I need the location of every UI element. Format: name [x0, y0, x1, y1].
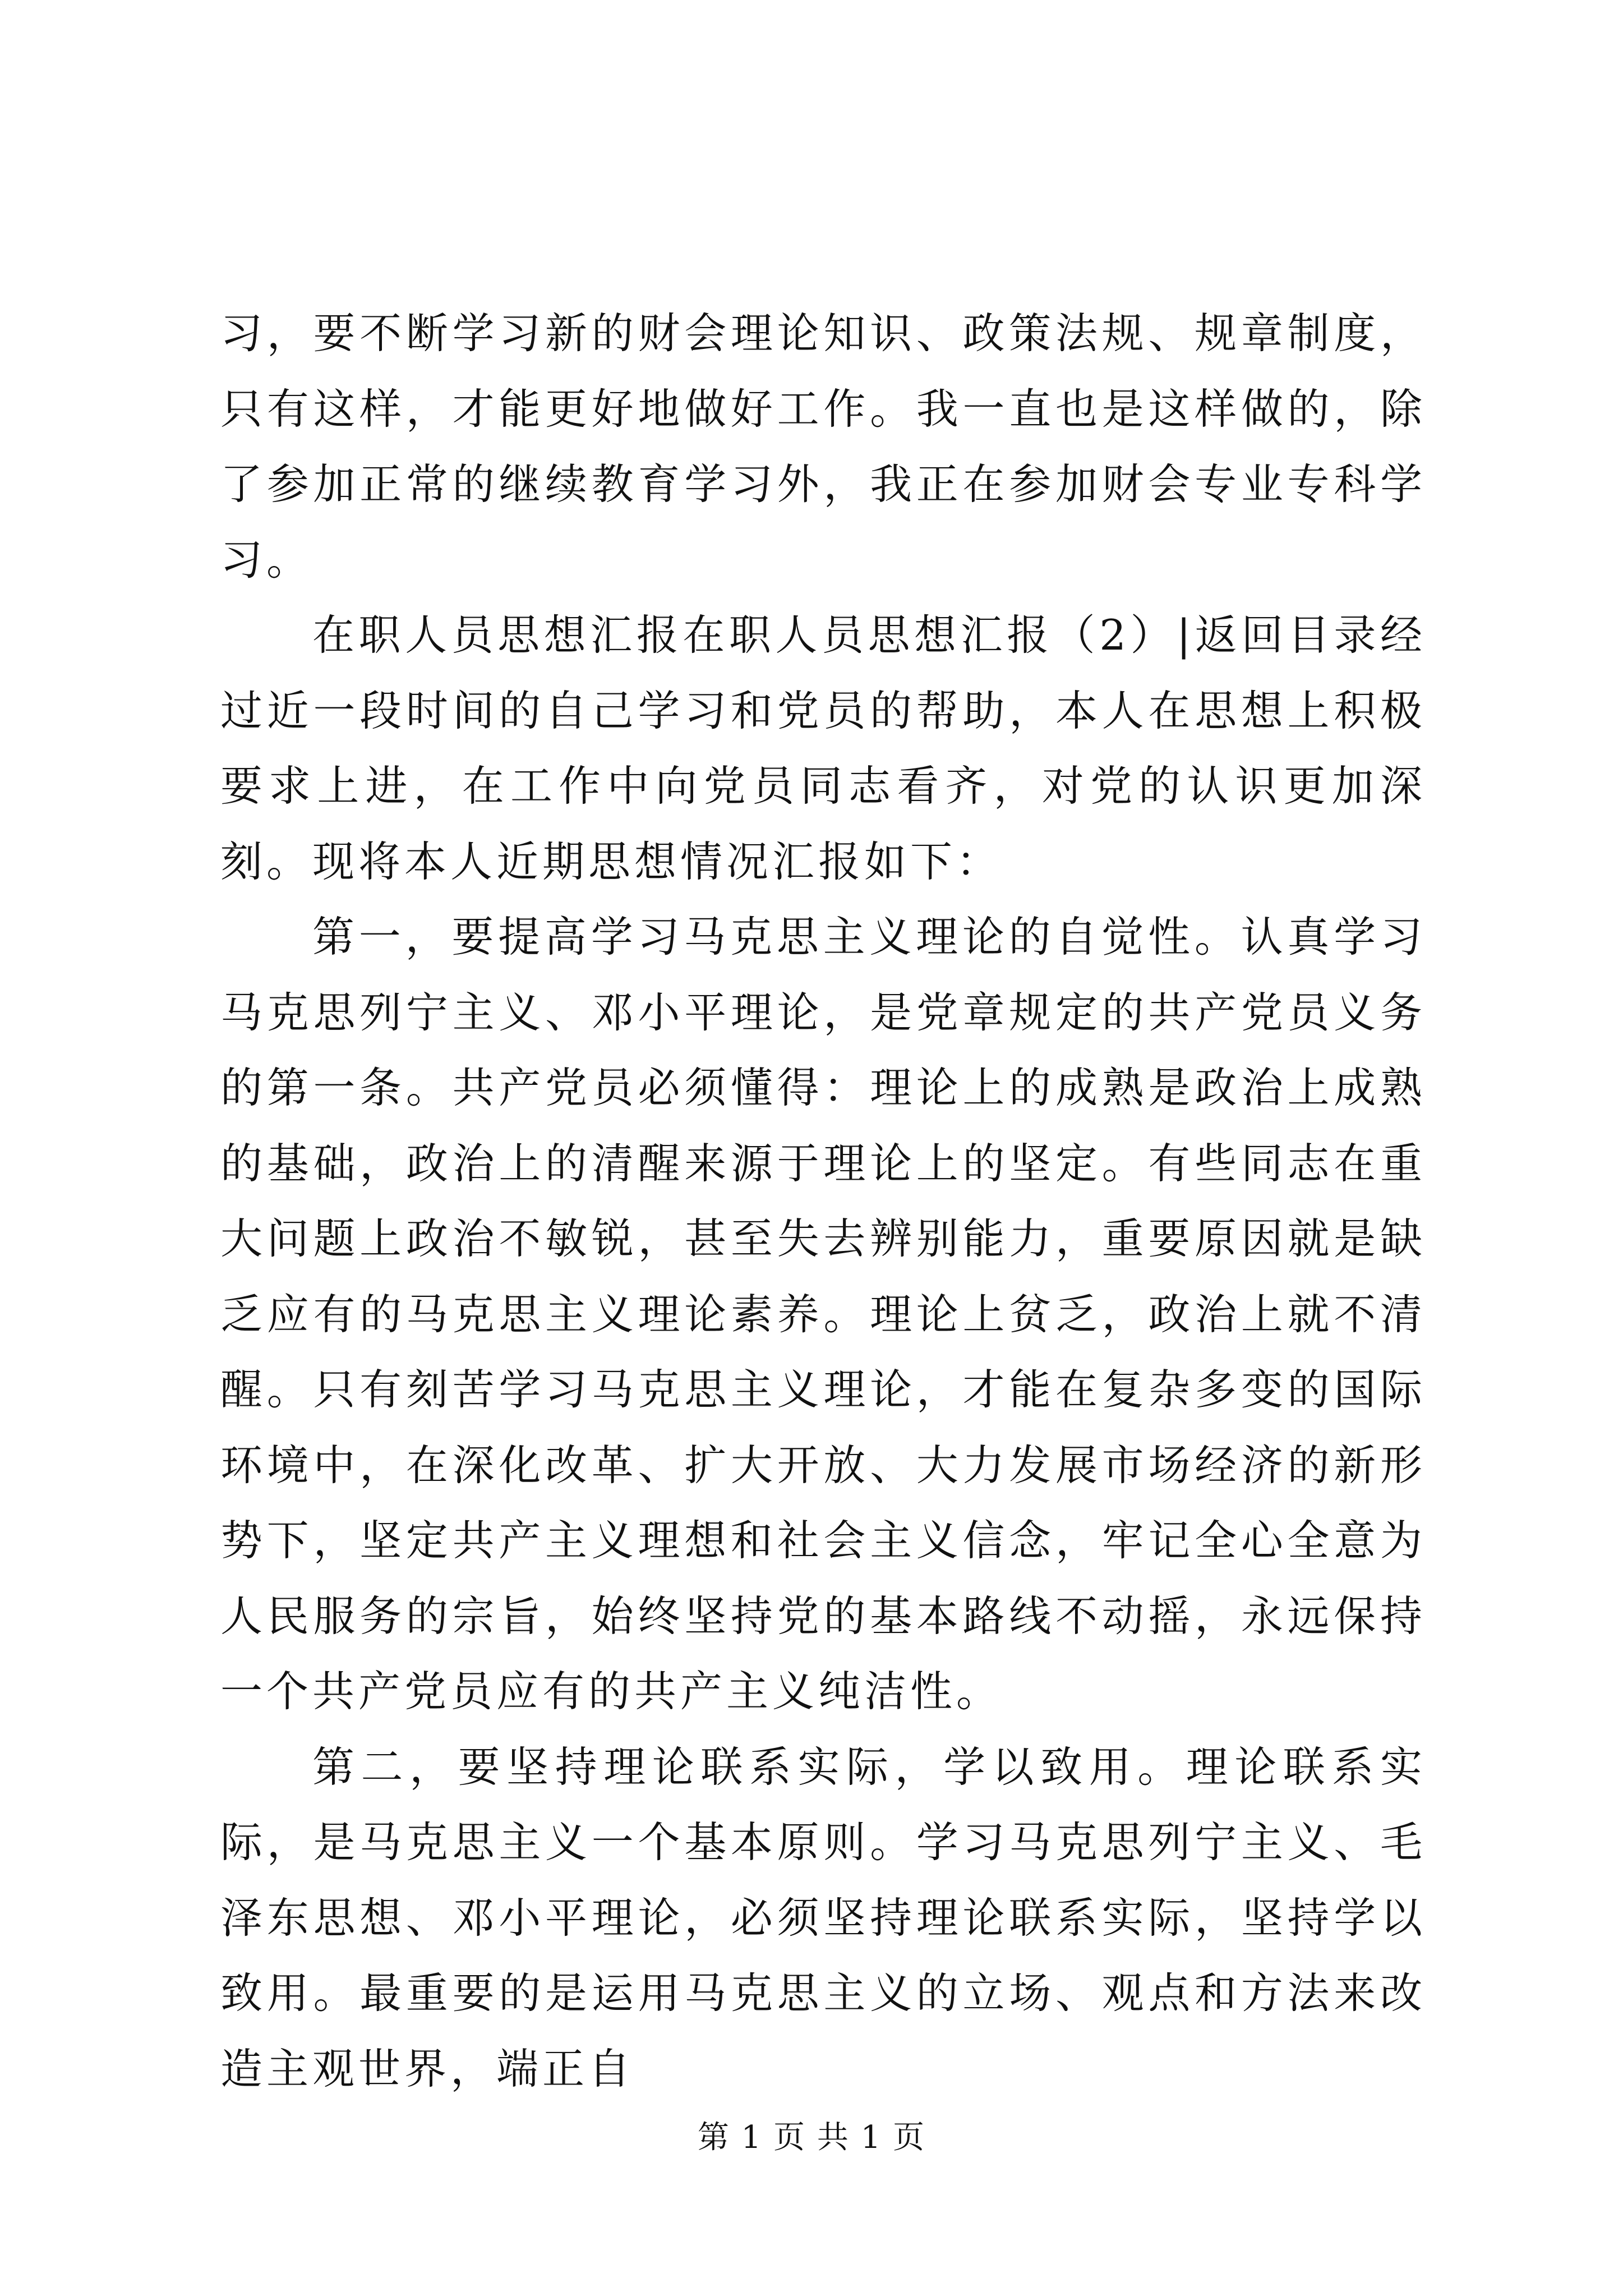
- document-body: [220, 296, 1426, 2106]
- paragraph-continuation: 习，要不断学习新的财会理论知识、政策法规、规章制度，只有这样，才能更好地做好工作。我一直也是这样做的，除了参加正常的继续教育学习外，我正在参加财会专业专科学习。: [220, 309, 1426, 585]
- page-footer: 第 1 页 共 1 页: [697, 2119, 926, 2156]
- paragraph-report-intro: 在职人员思想汇报在职人员思想汇报（2）|返回目录经过近一段时间的自己学习和党员的帮助，本人在思想上积极要求上进，在工作中向党员同志看齐，对党的认识更加深刻。现将本人近期思想情况汇报如下：: [220, 610, 1426, 886]
- paragraph-point-two: 第二，要坚持理论联系实际，学以致用。理论联系实际，是马克思主义一个基本原则。学习马克思列宁主义、毛泽东思想、邓小平理论，必须坚持理论联系实际，坚持学以致用。最重要的是运用马克思主义的立场、观点和方法来改造主观世界，端正自: [220, 1742, 1426, 2093]
- paragraph-point-one: 第一，要提高学习马克思主义理论的自觉性。认真学习马克思列宁主义、邓小平理论，是党章规定的共产党员义务的第一条。共产党员必须懂得：理论上的成熟是政治上成熟的基础，政治上的清醒来源于理论上的坚定。有些同志在重大问题上政治不敏锐，甚至失去辨别能力，重要原因就是缺乏应有的马克思主义理论素养。理论上贫乏，政治上就不清醒。只有刻苦学习马克思主义理论，才能在复杂多变的国际环境中，在深化改革、扩大开放、大力发展市场经济的新形势下，坚定共产主义理想和社会主义信念，牢记全心全意为人民服务的宗旨，始终坚持党的基本路线不动摇，永远保持一个共产党员应有的共产主义纯洁性。: [220, 912, 1426, 1716]
